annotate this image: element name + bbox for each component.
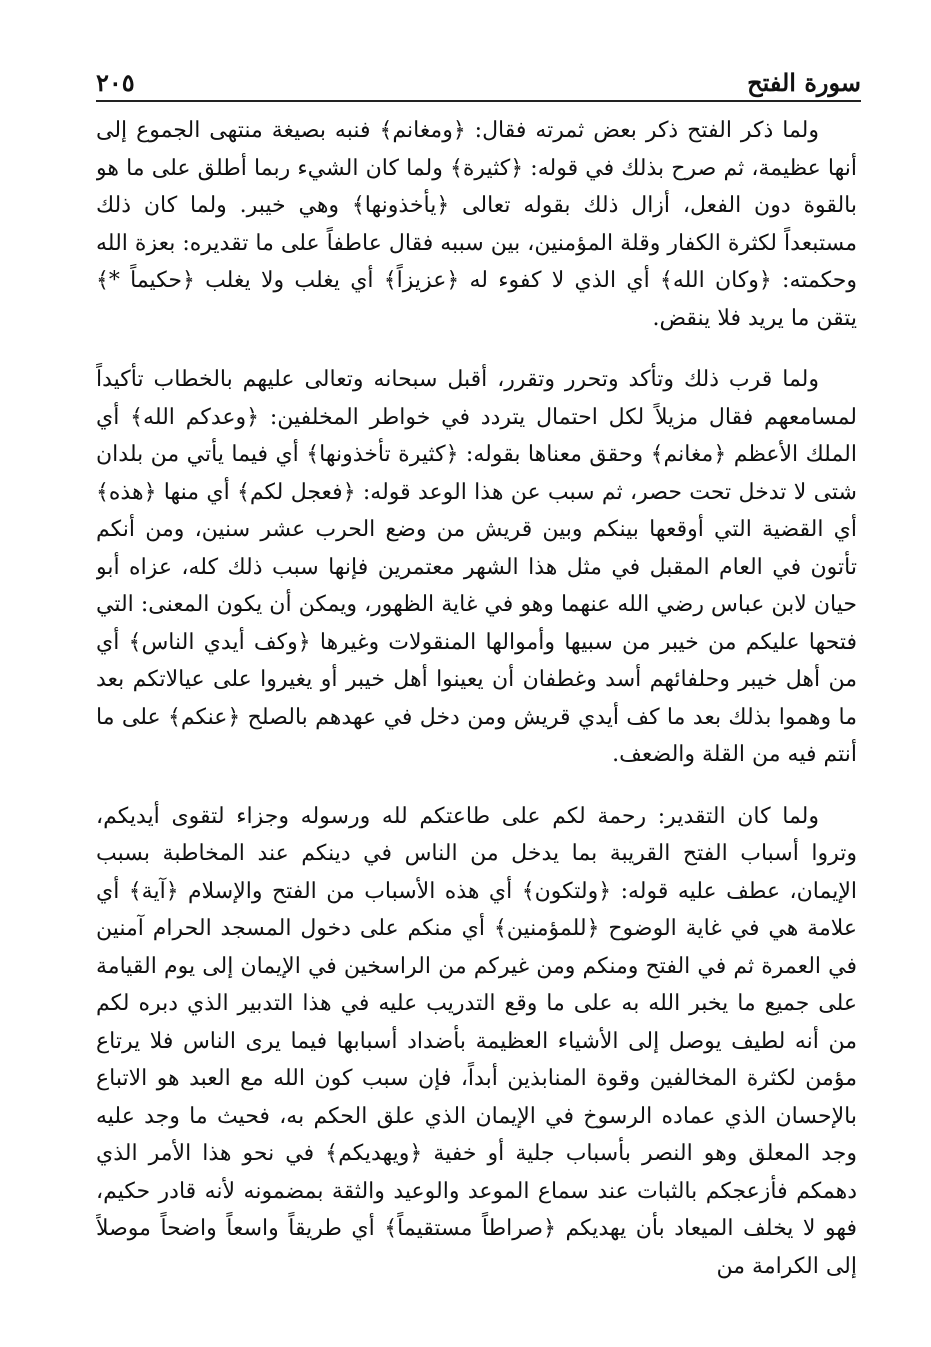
surah-title: سورة الفتح	[747, 68, 861, 97]
paragraph-3: ولما كان التقدير: رحمة لكم على طاعتكم لله ورسوله وجزاء لتقوى أيديكم، وتروا أسباب الفتح القريبة بما يدخل من الناس في دينكم عند المخاطبة بسبب الإيمان، عطف عليه قوله: ﴿ولتكون﴾ أي هذه الأسباب من الفتح والإسلام ﴿آية﴾ أي علامة هي في غاية الوضوح ﴿للمؤمنين﴾ أي منكم على دخول المسجد الحرام آمنين في العمرة ثم في الفتح ومنكم ومن غيركم من الراسخين في الإيمان إلى يوم القيامة على جميع ما يخبر الله به على ما وقع التدريب عليه في هذا التدبير الذي دبره لكم من أنه لطيف يوصل إلى الأشياء العظيمة بأضداد أسبابها فيما يرى الناس فلا يرتاع مؤمن لكثرة المخالفين وقوة المنابذين أبداً، فإن سبب كون الله مع العبد هو الاتباع بالإحسان الذي عماده الرسوخ في الإيمان الذي علق الحكم به، فحيث ما وجد عليه وجد المعلق وهو النصر بأسباب جلية أو خفية ﴿ويهديكم﴾ في نحو هذا الأمر الذي دهمكم فأزعجكم بالثبات عند سماع الموعد والوعيد والثقة بمضمونه لأنه قادر حكيم، فهو لا يخلف الميعاد بأن يهديكم ﴿صراطاً مستقيماً﴾ أي طريقاً واسعاً واضحاً موصلاً إلى الكرامة من	[96, 803, 857, 1279]
page-body	[96, 112, 857, 1322]
page-number: ٢٠٥	[96, 68, 135, 97]
paragraph-2: ولما قرب ذلك وتأكد وتحرر وتقرر، أقبل سبحانه وتعالى عليهم بالخطاب تأكيداً لمسامعهم فقال مزيلاً لكل احتمال يتردد في خواطر المخلفين: ﴿وعدكم الله﴾ أي الملك الأعظم ﴿مغانم﴾ وحقق معناها بقوله: ﴿كثيرة تأخذونها﴾ أي فيما يأتي من بلدان شتى لا تدخل تحت حصر، ثم سبب عن هذا الوعد قوله: ﴿فعجل لكم﴾ أي منها ﴿هذه﴾ أي القضية التي أوقعها بينكم وبين قريش من وضع الحرب عشر سنين، ومن أنكم تأتون في العام المقبل في مثل هذا الشهر معتمرين فإنها سبب ذلك كله، عزاه أبو حيان لابن عباس رضي الله عنهما وهو في غاية الظهور، ويمكن أن يكون المعنى: التي فتحها عليكم من خيبر من سبيها وأموالها المنقولات وغيرها ﴿وكف أيدي الناس﴾ أي من أهل خيبر وحلفائهم أسد وغطفان أن يعينوا أهل خيبر أو يغيروا على عيالاتكم بعد ما وهموا بذلك بعد ما كف أيدي قريش ومن دخل في عهدهم بالصلح ﴿عنكم﴾ على ما أنتم فيه من القلة والضعف.	[96, 367, 857, 767]
paragraph-1: ولما ذكر الفتح ذكر بعض ثمرته فقال: ﴿ومغانم﴾ فنبه بصيغة منتهى الجموع إلى أنها عظيمة، ثم صرح بذلك في قوله: ﴿كثيرة﴾ ولما كان الشيء ربما أطلق على ما هو بالقوة دون الفعل، أزال ذلك بقوله تعالى ﴿يأخذونها﴾ وهي خيبر. ولما كان ذلك مستبعداً لكثرة الكفار وقلة المؤمنين، بين سببه فقال عاطفاً على ما تقديره: بعزة الله وحكمته: ﴿وكان الله﴾ أي الذي لا كفوء له ﴿عزيزاً﴾ أي يغلب ولا يغلب ﴿حكيماً *﴾ يتقن ما يريد فلا ينقض.	[96, 118, 857, 331]
page-header	[96, 60, 861, 102]
